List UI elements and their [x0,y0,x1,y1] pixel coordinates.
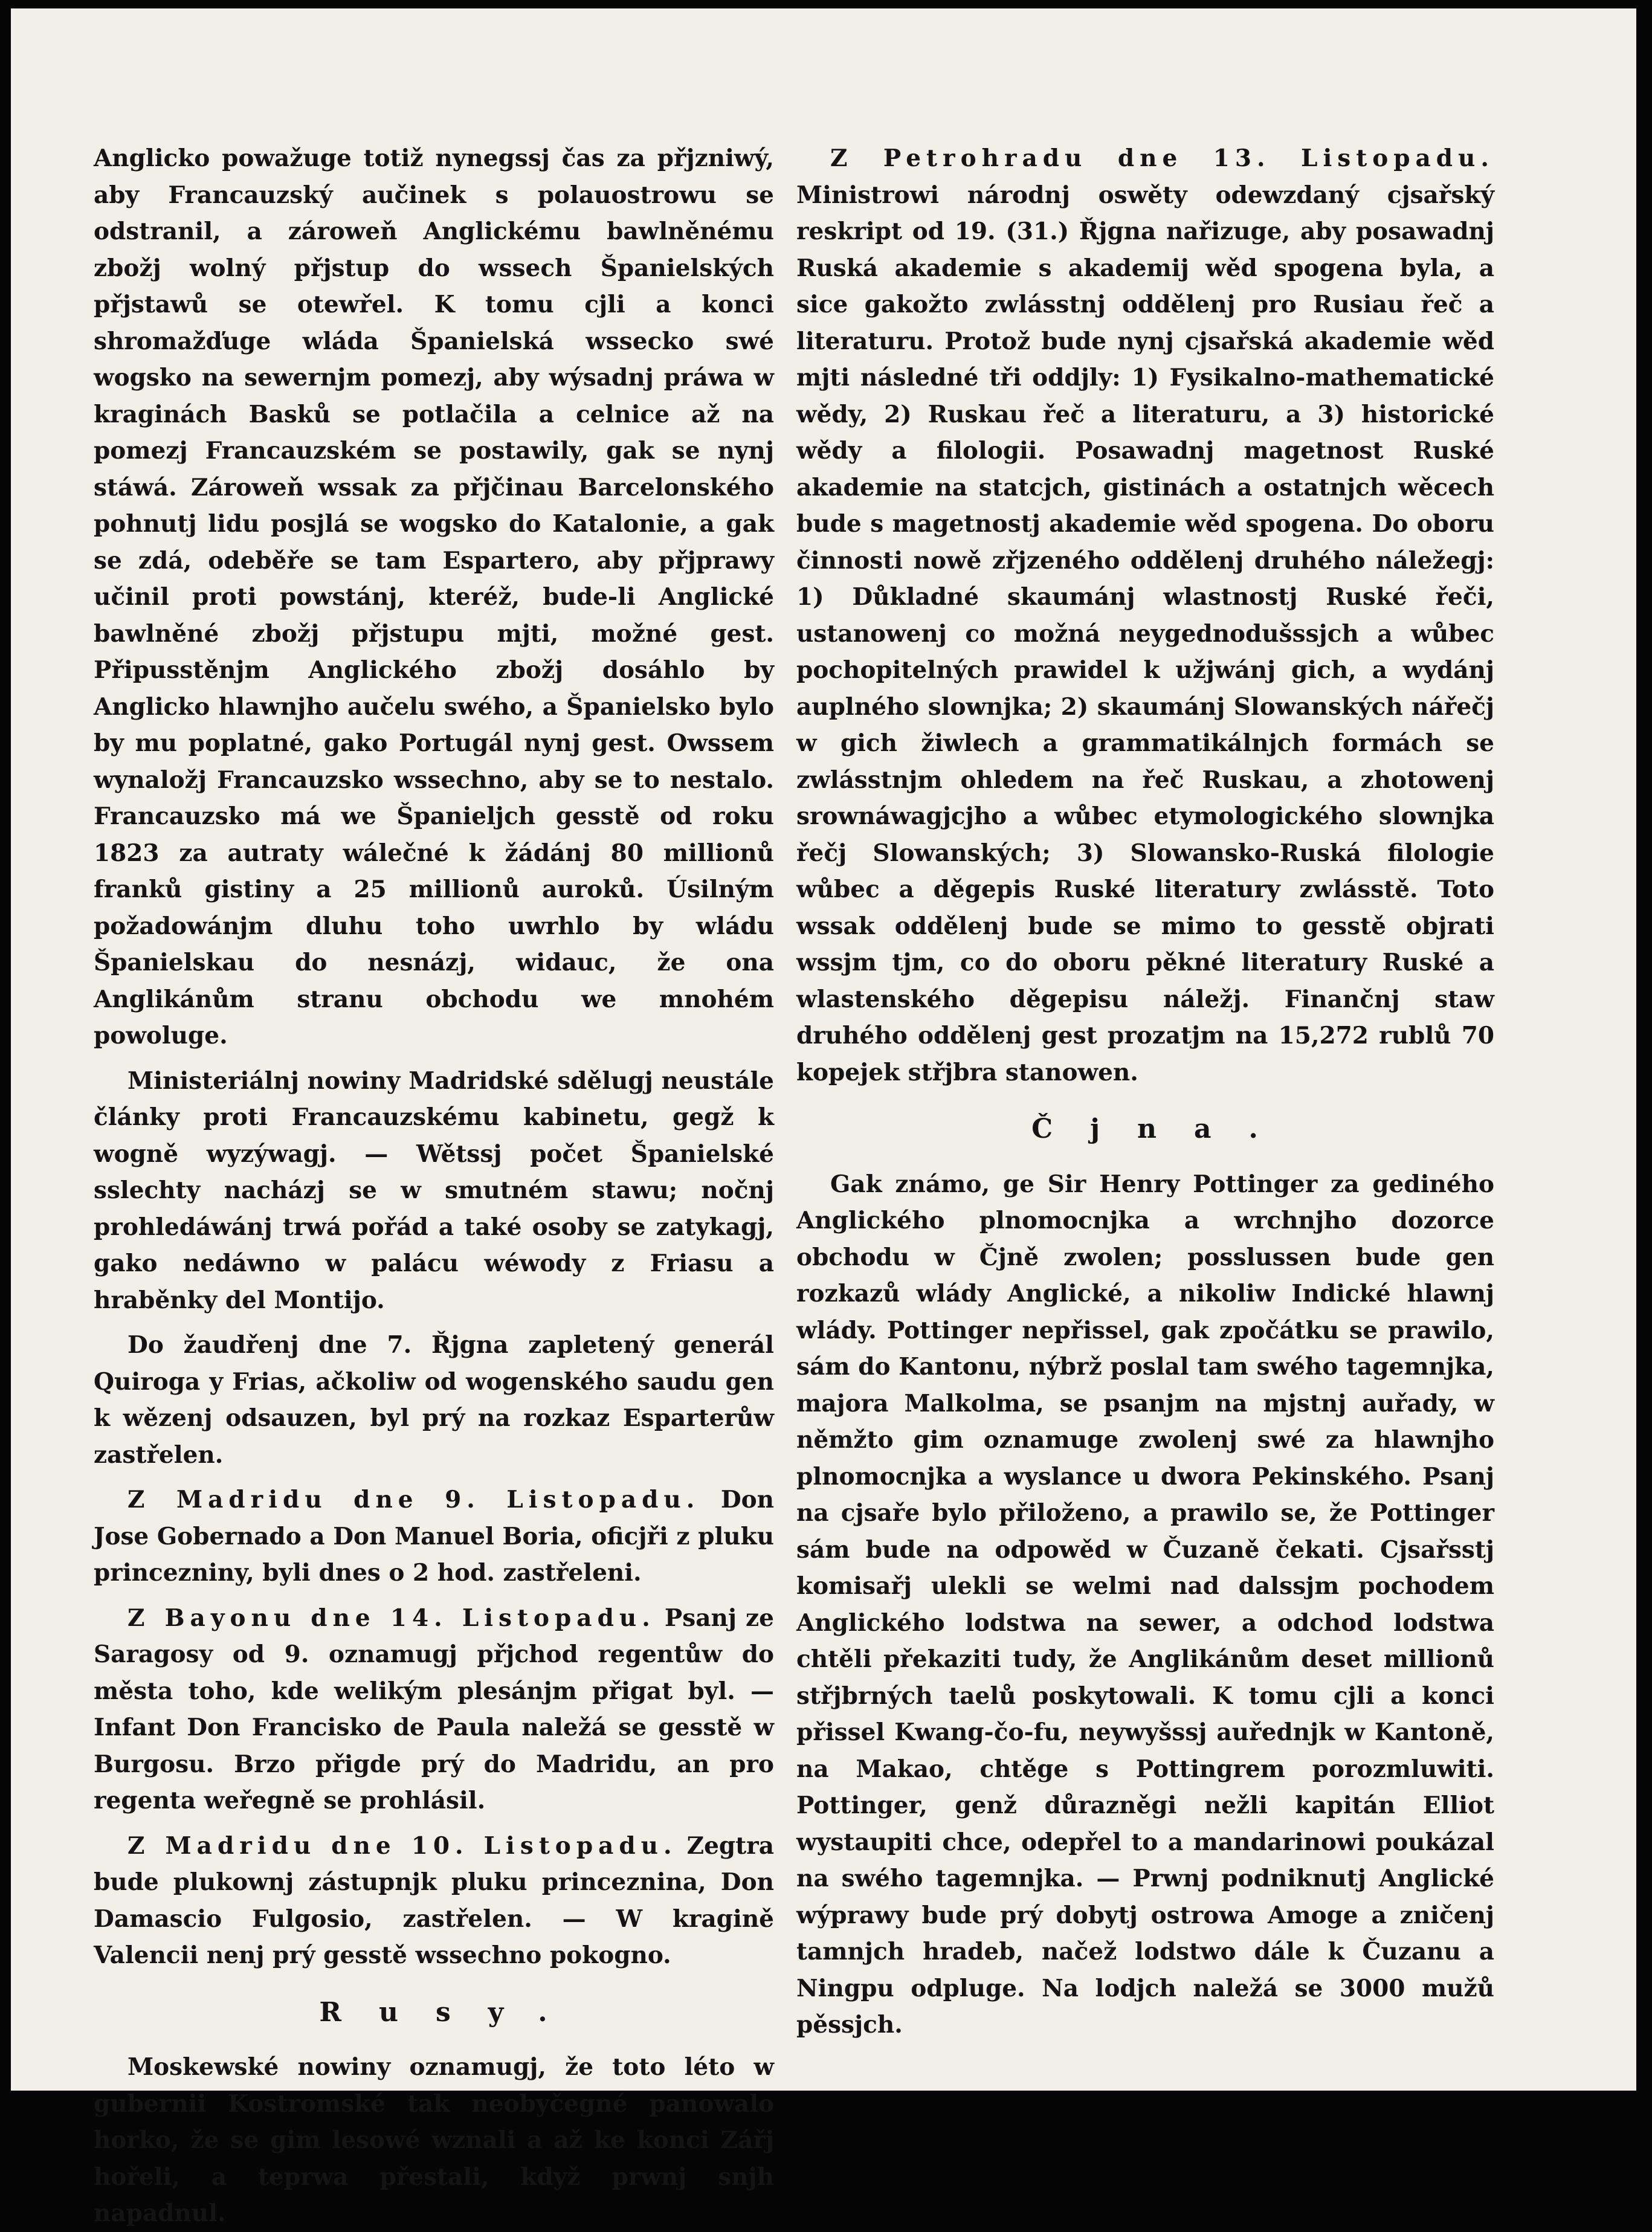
section-heading-rusy: Rusy. [319,1996,585,2028]
dateline-text: Ministrowi národnj oswěty odewzdaný cjsařský reskript od 19. (31.) Řjgna nařizuge, aby posawadnj Ruská akademie s akademij wěd spogena byla, a sice gakožto zwlásstnj oddělenj pro Rusiau řeč a literaturu. Protož bude nynj cjsařská akademie wěd mjti následné tři oddjly: 1) Fysikalno-mathematické wědy, 2) Ruskau řeč a literaturu, a 3) historické wědy a filologii. Posawadnj magetnost Ruské akademie na statcjch, gistinách a ostatnjch wěcech bude s magetnostj akademie wěd spogena. Do oboru činnosti nowě zřjzeného oddělenj druhého náležegj: 1) Důkladné skaumánj wlastnostj Ruské řeči, ustanowenj co možná neygednodušssjch a wůbec pochopitelných prawidel k užjwánj gich, a wydánj auplného slownjka; 2) skaumánj Slowanských nářečj w gich žiwlech a grammatikálnjch formách se zwlásstnjm ohledem na řeč Ruskau, a zhotowenj srownáwagjcjho a wůbec etymologického slownjka řečj Slowanských; 3) Slowansko-Ruská filologie wůbec a děgepis Ruské literatury zwlásstě. Toto wssak oddělenj bude se mimo to gesstě objrati wssjm tjm, co do oboru pěkné literatury Ruské a wlastenského děgepisu náležj. Finančnj staw druhého oddělenj gest prozatjm na 15,272 rublů 70 kopejek střjbra stanowen. [796,181,1494,1086]
article-paragraph: Moskewské nowiny oznamugj, že toto léto w gubernii Kostromské tak neobyčegné panowalo horko, že se gim lesowé wznali a až ke konci Zářj hořeli, a teprwa přestali, když prwnj snjh napadnul. [94,2053,774,2227]
left-column [94,140,774,2232]
right-column [796,140,1494,2043]
dateline-paragraph [94,1600,774,1819]
article-paragraph: Ministeriálnj nowiny Madridské sdělugj neustále články proti Francauzskému kabinetu, gegž k wogně wyzýwagj. — Wětssj počet Španielské sslechty nacházj se w smutném stawu; nočnj prohledáwánj trwá pořád a také osoby se zatykagj, gako nedáwno w palácu wéwody z Friasu a hraběnky del Montijo. [94,1066,774,1314]
dateline: Z Madridu dne 9. Listopadu. [127,1486,700,1514]
dateline-text: Psanj ze Saragosy od 9. oznamugj přjchod regentůw do města toho, kde welikým plesánjm přigat byl. — Infant Don Francisko de Paula naležá se gesstě w Burgosu. Brzo přigde prý do Madridu, an pro regenta weřegně se prohlásil. [94,1604,774,1814]
newspaper-page [11,8,1636,2227]
dateline-text: Zegtra bude plukownj zástupnjk pluku princeznina, Don Damascio Fulgosio, zastřelen. — W kragině Valencii nenj prý gesstě wssechno pokogno. [94,1831,774,1969]
article-paragraph: Anglicko powažuge totiž nynegssj čas za přjzniwý, aby Francauzský aučinek s polauostrowu se odstranil, a zároweň Anglickému bawlněnému zbožj wolný přjstup do wssech Španielských přjstawů se otewřel. K tomu cjli a konci shromažďuge wláda Španielská wssecko swé wogsko na sewernjm pomezj, aby wýsadnj práwa w kraginách Basků se potlačila a celnice až na pomezj Francauzském se postawily, gak se nynj stáwá. Zároweň wssak za přjčinau Barcelonského pohnutj lidu posjlá se wogsko do Katalonie, a gak se zdá, odeběře se tam Espartero, aby přjprawy učinil proti powstánj, kteréž, bude-li Anglické bawlněné zbožj přjstupu mjti, možné gest. Připusstěnjm Anglického zbožj dosáhlo by Anglicko hlawnjho aučelu swého, a Španielsko bylo by mu poplatné, gako Portugál nynj gest. Owssem wynaložj Francauzsko wssechno, aby se to nestalo. Francauzsko má we Španieljch gesstě od roku 1823 za autraty wálečné k žádánj 80 millionů franků gistiny a 25 millionů auroků. Úsilným požadowánjm dluhu toho uwrhlo by wládu Španielskau do nesnázj, widauc, že ona Anglikánům stranu obchodu we mnohém powoluge. [94,144,774,1050]
dateline-paragraph [94,1482,774,1592]
dateline: Z Petrohradu dne 13. Listopadu. [830,144,1494,172]
section-heading-cina: Čjna. [1031,1114,1295,1144]
dateline: Z Bayonu dne 14. Listopadu. [127,1604,656,1632]
dateline-paragraph [94,1828,774,1974]
dateline-paragraph [796,140,1494,1091]
dateline-text: Don Jose Gobernado a Don Manuel Boria, oficjři z pluku princezniny, byli dnes o 2 hod. zastřeleni. [94,1486,775,1587]
article-paragraph: Do žaudřenj dne 7. Řjgna zapletený generál Quiroga y Frias, ačkoliw od wogenského saudu gen k wězenj odsauzen, byl prý na rozkaz Esparterůw zastřelen. [94,1331,774,1469]
dateline: Z Madridu dne 10. Listopadu. [127,1831,677,1860]
article-paragraph: Gak známo, ge Sir Henry Pottinger za gediného Anglického plnomocnjka a wrchnjho dozorce obchodu w Čjně zwolen; posslussen bude gen rozkazů wlády Anglické, a nikoliw Indické hlawnj wlády. Pottinger nepřissel, gak zpočátku se prawilo, sám do Kantonu, nýbrž poslal tam swého tagemnjka, majora Malkolma, se psanjm na mjstnj auřady, w němžto gim oznamuge zwolenj swé za hlawnjho plnomocnjka a wyslance u dwora Pekinského. Psanj na cjsaře bylo přiloženo, a prawilo se, že Pottinger sám bude na odpowěd w Čuzaně čekati. Cjsařsstj komisařj ulekli se welmi nad dalssjm pochodem Anglického lodstwa na sewer, a odchod lodstwa chtěli překaziti tudy, že Anglikánům deset millionů střjbrných taelů poskytowali. K tomu cjli a konci přissel Kwang-čo-fu, neywyšssj auřednjk w Kantoně, na Makao, chtěge s Pottingrem porozmluwiti. Pottinger, genž důrazněgi nežli kapitán Elliot wystaupiti chce, odepřel to a mandarinowi poukázal na swého tagemnjka. — Prwnj podniknutj Anglické wýprawy bude prý dobytj ostrowa Amoge a zničenj tamnjch hradeb, načež lodstwo dále k Čuzanu a Ningpu odpluge. Na lodjch naležá se 3000 mužů pěssjch. [796,1170,1494,2039]
